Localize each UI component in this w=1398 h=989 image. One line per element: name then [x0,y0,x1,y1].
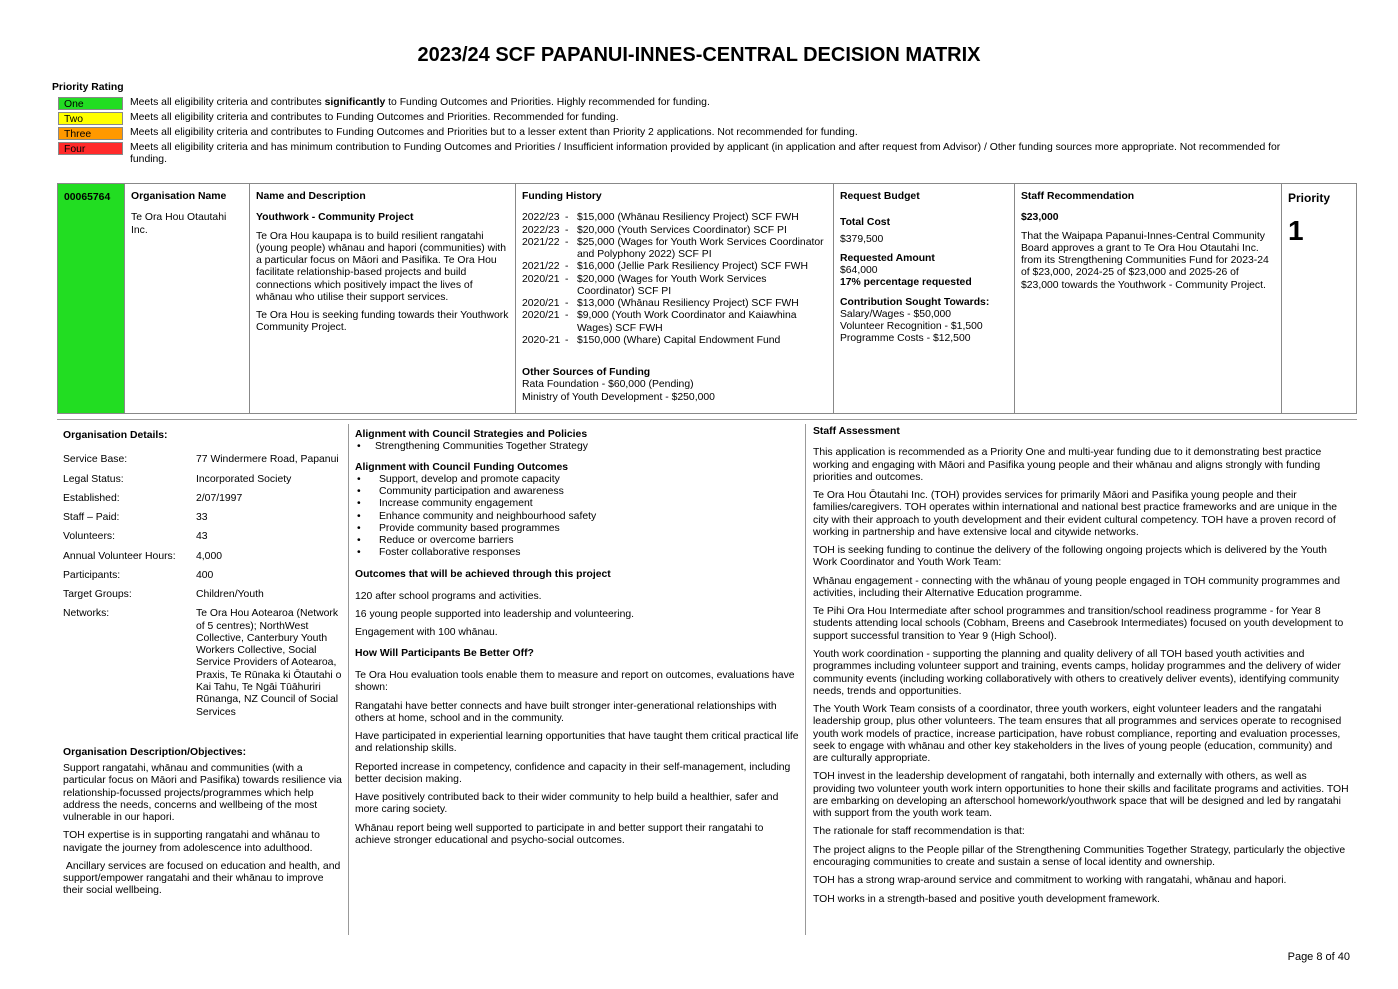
org-detail-label: Participants: [63,569,121,581]
priority-swatch-four: Four [58,142,123,155]
funding-history-item [522,310,827,335]
org-detail-row [63,512,342,524]
funding-text: $25,000 (Wages for Youth Work Services Coordinator and Polyphony 2022) SCF PI [577,236,824,261]
priority-rating-heading: Priority Rating [52,82,124,93]
organisation-column [125,184,250,413]
org-details-list [63,454,342,719]
achieved-heading: Outcomes that will be achieved through this project [355,568,611,580]
other-source-item: Rata Foundation - $60,000 (Pending) [522,379,694,391]
better-off-item: Rangatahi have better connects and have built stronger inter-generational relationships with others at home, school and in the community. [355,700,777,724]
priority-desc-one-post: to Funding Outcomes and Priorities. Highly recommended for funding. [385,97,710,108]
funding-dash: - [565,273,569,285]
application-summary-table [57,183,1357,414]
funding-dash: - [565,261,569,273]
list-item [355,523,799,535]
org-detail-row [63,531,342,543]
total-cost-label: Total Cost [840,217,891,229]
org-detail-value: Incorporated Society [196,473,292,485]
staff-assessment-para: Whānau engagement - connecting with the whānau of young people engaged in TOH community programmes and activities, including their Alternative Education programme. [813,575,1340,599]
staff-assessment-para: TOH is seeking funding to continue the delivery of the following ongoing projects which is delivered by the Youth Work Coordinator and Youth Work Team: [813,545,1327,569]
priority-desc-two: Meets all eligibility criteria and contributes to Funding Outcomes and Priorities. Recommended for funding. [130,112,619,123]
strategies-list [355,441,799,453]
total-cost-value: $379,500 [840,233,884,245]
bullet: • [357,498,361,510]
org-detail-row [63,589,342,601]
staff-assessment-para: TOH invest in the leadership development of rangatahi, both internally and externally with others, as well as providing two volunteer youth work intern opportunities to hone their skills and facilitate programs and activities. TOH are embarking on developing an afterschool homework/youthwork space that will be designed and led by rangatahi with support from the youth work team. [813,771,1349,820]
funding-dash: - [565,310,569,322]
funding-year: 2021/22 [522,236,560,248]
bullet: • [357,522,361,534]
section-divider [57,419,1357,420]
funding-history-heading: Funding History [522,191,602,202]
org-name: Te Ora Hou Otautahi Inc. [131,212,227,236]
priority-desc-three: Meets all eligibility criteria and contributes to Funding Outcomes and Priorities but to a lesser extent than Priority 2 applications. Not recommended for funding. [130,127,858,138]
other-source-item: Ministry of Youth Development - $250,000 [522,391,715,403]
funding-year: 2022/23 [522,224,560,236]
staff-assessment-para: This application is recommended as a Priority One and multi-year funding due to it demonstrating best practice working and engaging with Māori and Pasifika young people and their whānau and aligns strongly with funding priorities and outcomes. [813,447,1322,483]
funding-text: $13,000 (Whānau Resiliency Project) SCF FWH [577,298,799,310]
org-description-para: Ancillary services are focused on education and health, and support/empower rangatahi and their whānau to improve their social wellbeing. [63,860,344,897]
alignment-panel [349,424,806,935]
achieved-item: 120 after school programs and activities. [355,590,542,602]
priority-desc-four: Meets all eligibility criteria and has minimum contribution to Funding Outcomes and Priorities / Insufficient information provided by applicant (in application and after request from Advisor) / Other funding sources more appropriate. Not recommended for funding. [130,142,1281,166]
org-name-heading: Organisation Name [131,191,227,202]
org-detail-value: 43 [196,531,208,543]
org-detail-row [63,570,342,582]
org-detail-label: Annual Volunteer Hours: [63,550,176,562]
funding-text: $150,000 (Whare) Capital Endowment Fund [577,334,781,346]
contribution-item: Salary/Wages - $50,000 [840,308,952,320]
priority-rating-legend [58,97,1318,169]
funding-history-item [522,261,827,273]
funding-outcome-item: Provide community based programmes [379,522,560,534]
list-item [355,511,799,523]
priority-desc-one-pre: Meets all eligibility criteria and contributes [130,97,325,108]
list-item [355,498,799,510]
list-item [355,486,799,498]
page-title: 2023/24 SCF PAPANUI-INNES-CENTRAL DECISION MATRIX [417,44,981,66]
funding-text: $16,000 (Jellie Park Resiliency Project) SCF FWH [577,261,808,273]
org-detail-row [63,454,342,466]
priority-value: 1 [1288,215,1304,247]
strategies-heading: Alignment with Council Strategies and Policies [355,429,588,440]
list-item [355,535,799,547]
list-item: • Strengthening Communities Together Strategy [357,441,588,453]
org-description-para: TOH expertise is in supporting rangatahi and whānau to navigate the journey from adolescence into adulthood. [63,830,320,854]
bullet: • [357,486,361,498]
staff-assessment-para: Te Ora Hou Ōtautahi Inc. (TOH) provides services for primarily Māori and Pasifika young people and their families/caregivers. TOH operates within international and national best practice frameworks and are unique in the city with their approach to youth development and their evident cultural competency. TOH have a proven record of working in partnership and have extensive local and citywide networks. [813,490,1338,538]
contribution-label: Contribution Sought Towards: [840,296,990,308]
org-detail-value: 77 Windermere Road, Papanui [196,454,339,466]
org-detail-label: Staff – Paid: [63,512,120,524]
org-description-heading: Organisation Description/Objectives: [63,746,247,758]
achieved-list [355,591,799,640]
funding-outcome-item: Support, develop and promote capacity [379,473,560,485]
funding-dash: - [565,334,569,346]
funding-outcome-item: Foster collaborative responses [379,547,521,559]
organisation-details-panel [57,424,349,935]
org-detail-value: Children/Youth [196,589,264,601]
staff-assessment-para: Te Pihi Ora Hou Intermediate after school programmes and transition/school readiness programme - for Year 8 students attending local schools (Cobham, Breens and Casebrook Intermediates) focused on youth development to support successful transition to Year 9 (High School). [813,606,1344,642]
funding-history-column [516,184,834,413]
better-off-heading: How Will Participants Be Better Off? [355,647,534,659]
funding-year: 2020/21 [522,273,560,285]
strategy-item: Strengthening Communities Together Strategy [375,441,588,453]
priority-swatch-two: Two [58,112,123,125]
org-detail-value: 4,000 [196,550,223,562]
better-off-item: Have positively contributed back to their wider community to help build a healthier, safer and more caring society. [355,792,779,816]
list-item [355,547,799,559]
org-detail-label: Volunteers: [63,531,115,543]
staff-assessment-para: Youth work coordination - supporting the planning and quality delivery of all TOH based youth activities and programmes including volunteer support and training, events camps, holiday programmes and the delivery of wider community events (including working collaboratively with others to creatively deliver events), identifying community needs, trends and opportunities. [813,648,1341,697]
funding-outcome-item: Reduce or overcome barriers [379,535,514,547]
staff-recommendation-text: That the Waipapa Papanui-Innes-Central Community Board approves a grant to Te Ora Hou Otautahi Inc. from its Strengthening Communities Fund for 2023-24 of $23,000, 2024-25 of $23,000 and 2025-26 of $23,000 towards the Youthwork - Community Project. [1021,230,1269,291]
priority-swatch-three: Three [58,127,123,140]
better-off-item: Reported increase in competency, confidence and capacity in their self-management, including better decision making. [355,761,791,785]
name-description-heading: Name and Description [256,191,366,202]
funding-text: $9,000 (Youth Work Coordinator and Kaiawhina Wages) SCF FWH [577,310,797,334]
org-detail-value: 400 [196,569,214,581]
staff-assessment-para: The project aligns to the People pillar of the Strengthening Communities Together Strategy, particularly the objective encouraging communities to create and sustain a sense of local identity and ownership. [813,844,1346,868]
funding-outcome-item: Enhance community and neighbourhood safety [379,510,597,522]
org-detail-row [63,608,342,718]
requested-amount-label: Requested Amount [840,252,935,264]
better-off-item: Whānau report being well supported to participate in and better support their rangatahi to achieve stronger educational and psycho-social outcomes. [355,822,764,846]
better-off-list [355,670,799,847]
funding-year: 2021/22 [522,261,560,273]
staff-recommendation-heading: Staff Recommendation [1021,191,1135,202]
achieved-item: 16 young people supported into leadership and volunteering. [355,609,635,621]
funding-outcomes-heading: Alignment with Council Funding Outcomes [355,461,568,473]
project-name: Youthwork - Community Project [256,212,414,224]
org-detail-row [63,493,342,505]
priority-column [1282,184,1356,413]
org-detail-value: Te Ora Hou Aotearoa (Network of 5 centres); NorthWest Collective, Canterbury Youth Workers Collective, Social Service Providers of Aotearoa, Praxis, Te Rūnaka ki Ōtautahi o Kai Tahu, Te Ngāi Tūāhuriri Rūnanga, NZ Council of Social Services [196,608,342,718]
application-id: 00065764 [58,184,125,413]
priority-desc-one-bold: significantly [324,97,386,108]
funding-year: 2020/21 [522,298,560,310]
priority-swatch-one: One [58,97,123,110]
achieved-item: Engagement with 100 whānau. [355,627,498,639]
funding-year: 2022/23 [522,212,560,224]
funding-year: 2020/21 [522,310,560,322]
staff-assessment-para: TOH has a strong wrap-around service and commitment to working with rangatahi, whānau and hapori. [813,875,1287,887]
funding-history-item [522,274,827,299]
bullet: • [357,547,361,559]
funding-history-item [522,335,827,347]
priority-row-two [58,112,1318,125]
org-detail-label: Legal Status: [63,473,124,485]
contribution-item: Programme Costs - $12,500 [840,333,971,345]
funding-dash: - [565,298,569,310]
funding-dash: - [565,224,569,236]
request-budget-column [834,184,1015,413]
funding-history-list [522,212,827,347]
staff-assessment-heading: Staff Assessment [813,426,900,437]
org-detail-row [63,474,342,486]
org-detail-value: 33 [196,512,208,524]
funding-outcomes-list [355,474,799,560]
priority-row-four [58,142,1318,167]
funding-text: $15,000 (Whānau Resiliency Project) SCF FWH [577,212,799,224]
funding-dash: - [565,212,569,224]
org-detail-value: 2/07/1997 [196,492,243,504]
bullet: • [357,510,361,522]
priority-heading: Priority [1288,191,1331,205]
org-description-para: Support rangatahi, whānau and communities (with a particular focus on Māori and Pasifika) towards resilience via relationship-focussed projects/programmes which help address the needs, concerns and wellbeing of the most vulnerable in our hapori. [63,763,342,824]
list-item [355,474,799,486]
better-off-item: Have participated in experiential learning opportunities that have taught them critical practical life and relationship skills. [355,731,799,755]
staff-assessment-text [813,447,1350,906]
funding-history-item [522,212,827,224]
funding-history-item [522,237,827,262]
funding-text: $20,000 (Wages for Youth Work Services Coordinator) SCF PI [577,273,767,297]
staff-assessment-para: The Youth Work Team consists of a coordinator, three youth workers, eight volunteer leaders and the rangatahi leadership group, plus other volunteers. The team ensures that all programmes and services operate to recognised youth work models of practice, increase participation, have robust compliance, reporting and evaluation processes, seek to engage with whānau and other key stakeholders in the lives of young people (education, community) and are culturally appropriate. [813,704,1342,765]
staff-assessment-panel [806,424,1356,935]
contribution-item: Volunteer Recognition - $1,500 [840,321,983,333]
requested-amount-value: $64,000 [840,265,878,277]
requested-percentage: 17% percentage requested [840,277,972,289]
better-off-item: Te Ora Hou evaluation tools enable them to measure and report on outcomes, evaluations have shown: [355,669,795,694]
org-detail-label: Target Groups: [63,589,132,601]
page-number: Page 8 of 40 [1287,951,1350,963]
staff-assessment-para: TOH works in a strength-based and positive youth development framework. [813,893,1160,905]
priority-desc-one [130,97,1318,109]
funding-history-item [522,298,827,310]
funding-text: $20,000 (Youth Services Coordinator) SCF PI [577,224,787,236]
project-funding-note: Te Ora Hou is seeking funding towards their Youthwork Community Project. [256,310,509,334]
funding-dash: - [565,236,569,248]
request-budget-heading: Request Budget [840,191,920,202]
org-detail-label: Networks: [63,608,110,620]
bullet: • [357,473,361,485]
project-description: Te Ora Hou kaupapa is to build resilient rangatahi (young people) whānau and hapori (communities) with a particular focus on Māori and Pasifika. Te Ora Hou facilitate relationship-based projects and build connections which positively impact the lives of whānau who utilise their support services. [256,230,507,303]
bullet: • [357,535,361,547]
org-detail-row [63,551,342,563]
funding-history-item [522,225,827,237]
org-detail-label: Established: [63,492,120,504]
funding-outcome-item: Increase community engagement [379,498,533,510]
staff-recommendation-column [1015,184,1282,413]
funding-year: 2020-21 [522,334,561,346]
org-detail-label: Service Base: [63,454,128,466]
other-sources-heading: Other Sources of Funding [522,367,651,379]
priority-row-three [58,127,1318,140]
priority-row-one [58,97,1318,110]
staff-assessment-para: The rationale for staff recommendation is that: [813,826,1025,838]
staff-recommended-amount: $23,000 [1021,212,1059,224]
name-description-column [250,184,516,413]
funding-outcome-item: Community participation and awareness [379,486,564,498]
org-details-heading: Organisation Details: [63,430,168,441]
